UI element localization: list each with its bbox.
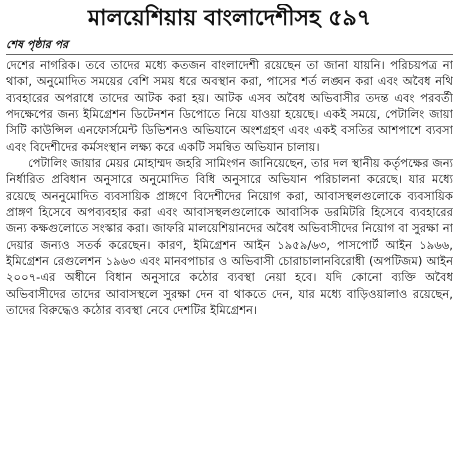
headline: মালয়েশিয়ায় বাংলাদেশীসহ ৫৯৭ <box>87 6 372 31</box>
article-paragraph-1: দেশের নাগরিক। তবে তাদের মধ্যে কতজন বাংলাদেশী রয়েছেন তা জানা যায়নি। পরিচয়পত্র না থাকা, অনুমোদিত সময়ের বেশি সময় ধরে অবস্থান করা, পাসের শর্ত লঙ্ঘন করা এবং অবৈধ নথি ব্যবহারের অপরাধে তাদের আটক করা হয়। আটক এসব অবৈধ অভিবাসীর তদন্ত এবং পরবর্তী পদক্ষেপের জন্য ইমিগ্রেশন ডিটেনশন ডিপোতে নিয়ে যাওয়া হয়েছে। একই সময়ে, পেটালিং জায়া সিটি কাউন্সিল এনফোর্সমেন্ট ডিভিশনও অভিযানে অংশগ্রহণ এবং একই বসতির আশপাশে ব্যবসা এবং বিদেশীদের কর্মসংস্থান লক্ষ্য করে একটি সমন্বিত অভিযান চালায়। <box>6 58 453 154</box>
continued-from-label: শেষ পৃষ্ঠার পর <box>6 38 69 51</box>
article-paragraph-2: পেটালিং জায়ার মেয়র মোহাম্মদ জহরি সামিংগন জানিয়েছেন, তার দল স্থানীয় কর্তৃপক্ষের জন্য নির্ধারিত প্রবিধান অনুসারে অনুমোদিত বিধি অনুসারে অভিযান পরিচালনা করেছে। যার মধ্যে রয়েছে অননুমোদিত ব্যবসায়িক প্রাঙ্গণে বিদেশীদের নিয়োগ করা, আবাসস্থলগুলোকে ব্যবসায়িক প্রাঙ্গণ হিসেবে অপব্যবহার করা এবং আবাসস্থলগুলোকে আবাসিক ডরমিটরি হিসেবে ব্যবহারের জন্য কক্ষগুলোতে সংস্কার করা। জাফরি মালয়েশিয়ানদের অবৈধ অভিবাসীদের নিয়োগ বা সুরক্ষা না দেয়ার জন্যও সতর্ক করেছেন। কারণ, ইমিগ্রেশন আইন ১৯৫৯/৬৩, পাসপোর্ট আইন ১৯৬৬, ইমিগ্রেশন রেগুলেশন ১৯৬৩ এবং মানবপাচার ও অভিবাসী চোরাচালানবিরোধী (অপটিজম) আইন ২০০৭-এর অধীনে বিধান অনুসারে কঠোর ব্যবস্থা নেয়া হবে। যদি কোনো ব্যক্তি অবৈধ অভিবাসীদের তাদের আবাসস্থলে সুরক্ষা দেন বা থাকতে দেন, যার মধ্যে বাড়িওয়ালাও রয়েছেন, তাদের বিরুদ্ধেও কঠোর ব্যবস্থা নেবে দেশটির ইমিগ্রেশন। <box>6 156 453 318</box>
divider <box>6 54 453 55</box>
